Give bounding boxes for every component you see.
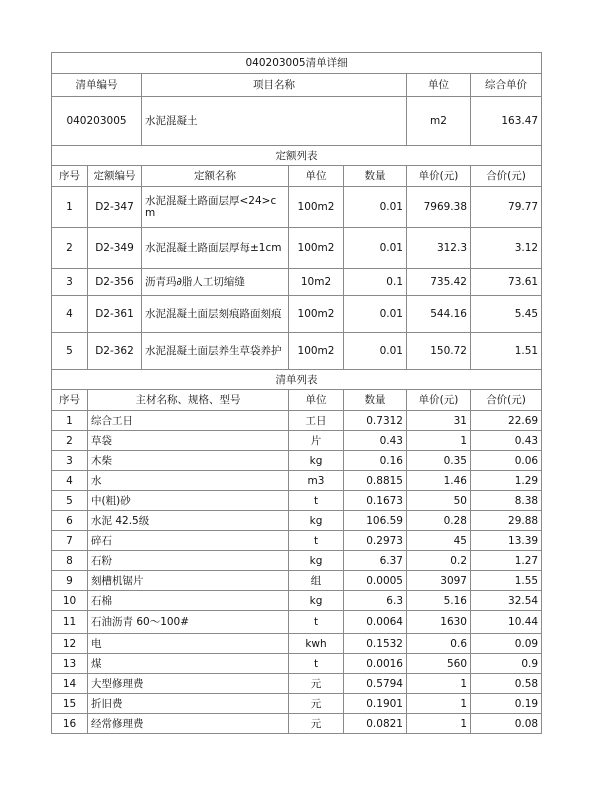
material-unit: 元: [289, 694, 344, 714]
material-row: [52, 634, 542, 654]
material-price: 45: [407, 531, 471, 551]
material-total: 1.29: [471, 471, 542, 491]
material-price: 50: [407, 491, 471, 511]
material-qty: 6.3: [344, 591, 407, 611]
material-total: 0.19: [471, 694, 542, 714]
quota-header-total: 合价(元): [471, 166, 542, 187]
material-seq: 10: [52, 591, 88, 611]
material-name: 刻槽机锯片: [88, 571, 289, 591]
material-row: [52, 674, 542, 694]
header-item-name: 项目名称: [142, 74, 407, 97]
material-header-qty: 数量: [344, 390, 407, 411]
material-row: [52, 491, 542, 511]
material-seq: 8: [52, 551, 88, 571]
bill-detail-table: [51, 52, 542, 734]
quota-total: 5.45: [471, 296, 542, 333]
quota-total: 79.77: [471, 187, 542, 228]
quota-total: 3.12: [471, 228, 542, 269]
material-unit: kg: [289, 511, 344, 531]
material-qty: 6.37: [344, 551, 407, 571]
material-row: [52, 654, 542, 674]
material-seq: 15: [52, 694, 88, 714]
material-row: [52, 551, 542, 571]
quota-name: 沥青玛∂脂人工切缩缝: [142, 269, 289, 296]
material-header-row: [52, 390, 542, 411]
bill-code: 040203005: [52, 97, 142, 146]
quota-price: 544.16: [407, 296, 471, 333]
quota-qty: 0.1: [344, 269, 407, 296]
material-seq: 7: [52, 531, 88, 551]
material-name: 中(粗)砂: [88, 491, 289, 511]
title-row: [52, 53, 542, 74]
quota-price: 312.3: [407, 228, 471, 269]
material-name: 石粉: [88, 551, 289, 571]
quota-price: 735.42: [407, 269, 471, 296]
material-total: 32.54: [471, 591, 542, 611]
quota-name: 水泥混凝土路面层厚每±1cm: [142, 228, 289, 269]
quota-price: 7969.38: [407, 187, 471, 228]
quota-seq: 2: [52, 228, 88, 269]
material-qty: 0.16: [344, 451, 407, 471]
material-row: [52, 471, 542, 491]
material-seq: 5: [52, 491, 88, 511]
material-name: 水泥 42.5级: [88, 511, 289, 531]
material-qty: 106.59: [344, 511, 407, 531]
material-total: 0.58: [471, 674, 542, 694]
material-row: [52, 694, 542, 714]
material-row: [52, 591, 542, 611]
quota-total: 73.61: [471, 269, 542, 296]
quota-name: 水泥混凝土面层刻痕路面刻痕: [142, 296, 289, 333]
material-total: 1.55: [471, 571, 542, 591]
material-header-price: 单价(元): [407, 390, 471, 411]
quota-header-name: 定额名称: [142, 166, 289, 187]
quota-name: 水泥混凝土路面层厚<24>cm: [142, 187, 289, 228]
material-qty: 0.8815: [344, 471, 407, 491]
material-qty: 0.1532: [344, 634, 407, 654]
quota-row: [52, 228, 542, 269]
quota-code: D2-362: [88, 333, 142, 370]
material-total: 0.08: [471, 714, 542, 734]
material-unit: kg: [289, 451, 344, 471]
quota-total: 1.51: [471, 333, 542, 370]
material-price: 1630: [407, 611, 471, 634]
material-seq: 4: [52, 471, 88, 491]
material-header-seq: 序号: [52, 390, 88, 411]
material-price: 1: [407, 674, 471, 694]
quota-qty: 0.01: [344, 187, 407, 228]
quota-header-code: 定额编号: [88, 166, 142, 187]
material-header-unit: 单位: [289, 390, 344, 411]
quota-seq: 4: [52, 296, 88, 333]
material-qty: 0.1673: [344, 491, 407, 511]
material-unit: 元: [289, 674, 344, 694]
quota-row: [52, 296, 542, 333]
material-name: 水: [88, 471, 289, 491]
quota-header-price: 单价(元): [407, 166, 471, 187]
material-row: [52, 611, 542, 634]
material-qty: 0.0821: [344, 714, 407, 734]
main-header-row: [52, 74, 542, 97]
quota-header-row: [52, 166, 542, 187]
material-price: 0.6: [407, 634, 471, 654]
material-header-total: 合价(元): [471, 390, 542, 411]
quota-seq: 3: [52, 269, 88, 296]
quota-header-seq: 序号: [52, 166, 88, 187]
quota-unit: 10m2: [289, 269, 344, 296]
material-unit: 组: [289, 571, 344, 591]
material-name: 大型修理费: [88, 674, 289, 694]
material-row: [52, 431, 542, 451]
material-unit: t: [289, 531, 344, 551]
material-total: 22.69: [471, 411, 542, 431]
quota-unit: 100m2: [289, 228, 344, 269]
material-price: 1: [407, 431, 471, 451]
material-row: [52, 531, 542, 551]
quota-code: D2-356: [88, 269, 142, 296]
material-name: 木柴: [88, 451, 289, 471]
material-total: 1.27: [471, 551, 542, 571]
material-qty: 0.2973: [344, 531, 407, 551]
material-row: [52, 714, 542, 734]
material-row: [52, 571, 542, 591]
material-unit: t: [289, 491, 344, 511]
quota-qty: 0.01: [344, 333, 407, 370]
quota-qty: 0.01: [344, 228, 407, 269]
material-name: 电: [88, 634, 289, 654]
material-header-name: 主材名称、规格、型号: [88, 390, 289, 411]
quota-unit: 100m2: [289, 333, 344, 370]
material-seq: 14: [52, 674, 88, 694]
material-unit: kwh: [289, 634, 344, 654]
quota-price: 150.72: [407, 333, 471, 370]
material-seq: 6: [52, 511, 88, 531]
quota-code: D2-347: [88, 187, 142, 228]
material-name: 草袋: [88, 431, 289, 451]
material-price: 0.28: [407, 511, 471, 531]
quota-header-qty: 数量: [344, 166, 407, 187]
material-qty: 0.0016: [344, 654, 407, 674]
material-name: 折旧费: [88, 694, 289, 714]
quota-name: 水泥混凝土面层养生草袋养护: [142, 333, 289, 370]
quota-header-unit: 单位: [289, 166, 344, 187]
quota-section-title: 定额列表: [52, 146, 542, 166]
material-price: 1: [407, 694, 471, 714]
material-name: 石油沥青 60～100#: [88, 611, 289, 634]
material-unit: kg: [289, 591, 344, 611]
material-name: 经常修理费: [88, 714, 289, 734]
material-section-row: [52, 370, 542, 390]
material-row: [52, 511, 542, 531]
material-price: 1: [407, 714, 471, 734]
page-title: 040203005清单详细: [52, 53, 542, 74]
material-qty: 0.0005: [344, 571, 407, 591]
item-name: 水泥混凝土: [142, 97, 407, 146]
material-unit: 片: [289, 431, 344, 451]
material-row: [52, 451, 542, 471]
material-seq: 9: [52, 571, 88, 591]
quota-row: [52, 269, 542, 296]
quota-unit: 100m2: [289, 296, 344, 333]
quota-seq: 5: [52, 333, 88, 370]
material-price: 560: [407, 654, 471, 674]
material-unit: t: [289, 611, 344, 634]
material-qty: 0.1901: [344, 694, 407, 714]
material-price: 1.46: [407, 471, 471, 491]
quota-row: [52, 333, 542, 370]
material-total: 8.38: [471, 491, 542, 511]
quota-seq: 1: [52, 187, 88, 228]
material-total: 0.09: [471, 634, 542, 654]
quota-code: D2-361: [88, 296, 142, 333]
material-total: 13.39: [471, 531, 542, 551]
material-total: 0.9: [471, 654, 542, 674]
quota-row: [52, 187, 542, 228]
material-seq: 3: [52, 451, 88, 471]
material-qty: 0.43: [344, 431, 407, 451]
material-name: 碎石: [88, 531, 289, 551]
material-seq: 1: [52, 411, 88, 431]
material-total: 29.88: [471, 511, 542, 531]
material-price: 3097: [407, 571, 471, 591]
header-unit-price: 综合单价: [471, 74, 542, 97]
material-price: 31: [407, 411, 471, 431]
header-unit: 单位: [407, 74, 471, 97]
quota-code: D2-349: [88, 228, 142, 269]
material-unit: kg: [289, 551, 344, 571]
material-section-title: 清单列表: [52, 370, 542, 390]
material-unit: m3: [289, 471, 344, 491]
material-price: 5.16: [407, 591, 471, 611]
material-seq: 13: [52, 654, 88, 674]
material-unit: 工日: [289, 411, 344, 431]
material-qty: 0.7312: [344, 411, 407, 431]
material-seq: 16: [52, 714, 88, 734]
material-unit: t: [289, 654, 344, 674]
material-qty: 0.5794: [344, 674, 407, 694]
material-seq: 12: [52, 634, 88, 654]
material-unit: 元: [289, 714, 344, 734]
material-name: 石棉: [88, 591, 289, 611]
quota-unit: 100m2: [289, 187, 344, 228]
material-row: [52, 411, 542, 431]
material-name: 综合工日: [88, 411, 289, 431]
material-seq: 11: [52, 611, 88, 634]
material-seq: 2: [52, 431, 88, 451]
material-qty: 0.0064: [344, 611, 407, 634]
item-price: 163.47: [471, 97, 542, 146]
material-price: 0.35: [407, 451, 471, 471]
quota-section-row: [52, 146, 542, 166]
material-total: 0.43: [471, 431, 542, 451]
item-unit: m2: [407, 97, 471, 146]
quota-qty: 0.01: [344, 296, 407, 333]
material-price: 0.2: [407, 551, 471, 571]
material-total: 10.44: [471, 611, 542, 634]
header-bill-code: 清单编号: [52, 74, 142, 97]
main-row: [52, 97, 542, 146]
material-name: 煤: [88, 654, 289, 674]
material-total: 0.06: [471, 451, 542, 471]
